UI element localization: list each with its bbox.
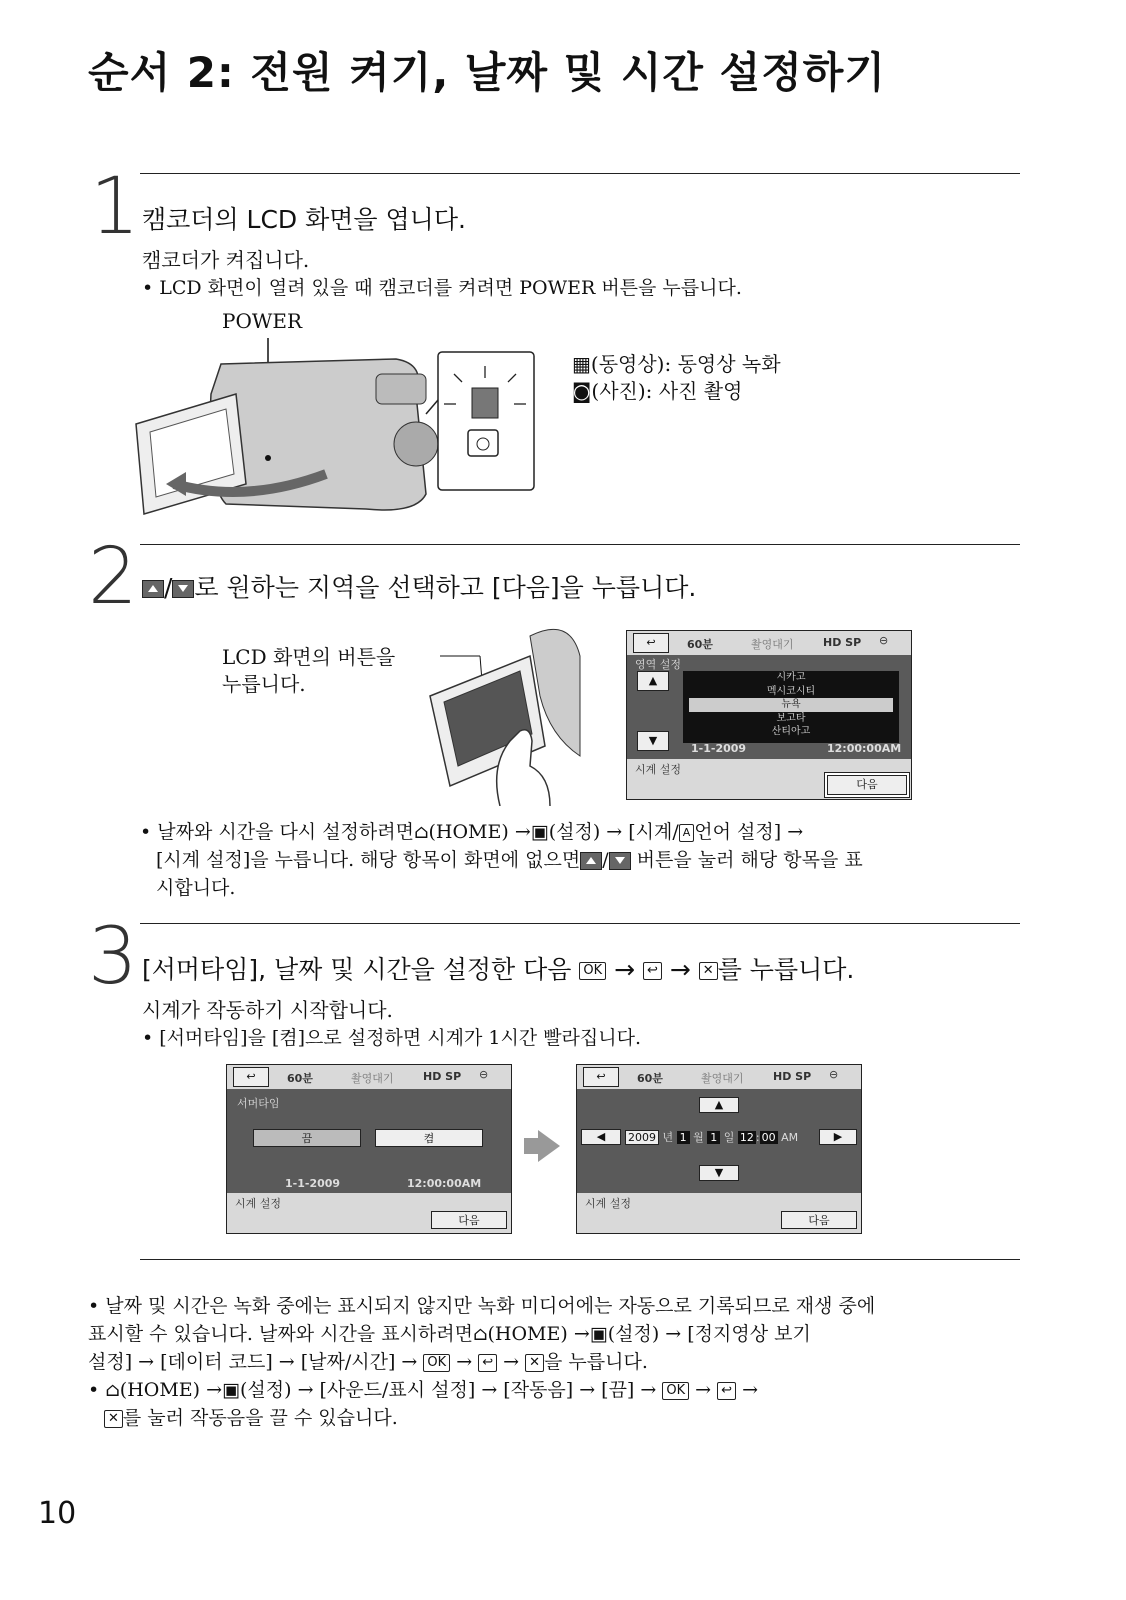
page-title: 순서 2: 전원 켜기, 날짜 및 시간 설정하기 (88, 48, 886, 97)
month-field[interactable]: 1 (677, 1131, 690, 1144)
down-button-icon (172, 580, 194, 598)
ok-icon: OK (662, 1382, 689, 1400)
step2-callout-2: 누릅니다. (222, 672, 306, 696)
camera-icon: ◙ (572, 379, 592, 403)
step3-number: 3 (88, 912, 138, 1002)
step2-rule (140, 544, 1020, 545)
lcd-footer (577, 1193, 861, 1233)
year-unit: 년 (662, 1131, 674, 1144)
scroll-down-button[interactable]: ▼ (637, 731, 669, 751)
lcd-date: 1-1-2009 (285, 1177, 341, 1190)
up-button-icon (142, 580, 164, 598)
lcd-date: 1-1-2009 (691, 742, 747, 755)
list-item-selected[interactable]: 뉴욕 (689, 698, 893, 712)
step2-bullet-3: 시합니다. (156, 877, 236, 899)
back-button[interactable]: ↩ (633, 633, 669, 653)
dst-label: 서머타임 (237, 1097, 280, 1110)
clock-setting-label: 시계 설정 (635, 763, 682, 776)
next-button[interactable]: 다음 (781, 1211, 857, 1229)
step1-heading: 캠코더의 LCD 화면을 엽니다. (142, 205, 466, 234)
prev-field-button[interactable]: ◀ (581, 1129, 621, 1145)
lcd-status-bar (627, 631, 911, 655)
battery-time: 60분 (687, 638, 713, 651)
down-button-icon (609, 852, 631, 870)
disc-icon: ⊖ (829, 1068, 839, 1081)
home-icon: ⌂ (472, 1323, 488, 1345)
close-icon: ✕ (699, 962, 718, 980)
mode-movie-text: ▦(동영상): 동영상 녹화 (572, 352, 781, 376)
back-button[interactable]: ↩ (233, 1067, 269, 1087)
step2-callout-1: LCD 화면의 버튼을 (222, 645, 396, 669)
toolbox-icon: ▣ (222, 1379, 240, 1401)
next-button[interactable]: 다음 (431, 1211, 507, 1229)
home-icon: ⌂ (105, 1379, 120, 1401)
step1-body: 캠코더가 켜집니다. (142, 248, 310, 272)
step2-number: 2 (88, 532, 138, 622)
dst-on-button[interactable]: 켬 (375, 1129, 483, 1147)
battery-time: 60분 (287, 1072, 313, 1085)
arrow-right-icon (538, 1130, 560, 1162)
back-button[interactable]: ↩ (583, 1067, 619, 1087)
ok-icon: OK (423, 1354, 450, 1372)
next-field-button[interactable]: ▶ (819, 1129, 857, 1145)
battery-time: 60분 (637, 1072, 663, 1085)
year-field[interactable]: 2009 (625, 1130, 659, 1145)
note2-line2: ✕ 를 눌러 작동음을 끌 수 있습니다. (104, 1404, 398, 1432)
ok-icon: OK (579, 962, 606, 980)
camcorder-illustration (126, 334, 546, 524)
list-item[interactable]: 산티아고 (771, 726, 811, 737)
minute-field[interactable]: 00 (761, 1131, 776, 1144)
toolbox-icon: ▣ (530, 821, 549, 843)
disc-icon: ⊖ (879, 634, 889, 647)
list-item[interactable]: 보고타 (776, 712, 806, 724)
day-field[interactable]: 1 (707, 1131, 720, 1144)
touch-illustration (420, 616, 590, 806)
power-label: POWER (222, 309, 303, 333)
language-icon: A (679, 824, 695, 842)
lcd-clock-screen (576, 1064, 862, 1234)
back-icon: ↩ (717, 1382, 736, 1400)
close-icon: ✕ (104, 1410, 123, 1428)
step2-bullet-1: • 날짜와 시간을 다시 설정하려면⌂(HOME) →▣(설정) → [시계/ A 언어 설정] → (140, 821, 804, 843)
clock-setting-label: 시계 설정 (585, 1197, 632, 1210)
step1-number: 1 (90, 162, 140, 252)
notes-rule (140, 1259, 1020, 1260)
list-item[interactable]: 시카고 (776, 672, 806, 683)
step3-rule (140, 923, 1020, 924)
step3-bullet: • [서머타임]을 [켬]으로 설정하면 시계가 1시간 빨라집니다. (142, 1027, 642, 1049)
dst-off-button[interactable]: 끔 (253, 1129, 361, 1147)
step3-body: 시계가 작동하기 시작합니다. (142, 998, 393, 1022)
close-icon: ✕ (525, 1354, 544, 1372)
ampm-field[interactable]: AM (781, 1131, 799, 1144)
lcd-status-bar (577, 1065, 861, 1089)
page-number: 10 (38, 1496, 77, 1531)
lcd-time: 12:00:00AM (407, 1177, 482, 1190)
hour-field[interactable]: 12 (739, 1131, 754, 1144)
quality-badge: HD SP (423, 1070, 462, 1083)
value-down-button[interactable]: ▼ (699, 1165, 739, 1181)
note2-line1: • ⌂(HOME) →▣(설정) → [사운드/표시 설정] → [작동음] → [끔] → OK → ↩ → (88, 1379, 759, 1401)
quality-badge: HD SP (823, 636, 862, 649)
toolbox-icon: ▣ (589, 1323, 608, 1345)
next-button[interactable]: 다음 (827, 775, 907, 795)
home-icon: ⌂ (413, 821, 429, 843)
note1-line2: 표시할 수 있습니다. 날짜와 시간을 표시하려면⌂(HOME) →▣(설정) → [정지영상 보기 (88, 1323, 811, 1345)
quality-badge: HD SP (773, 1070, 812, 1083)
standby-status: 촬영대기 (751, 638, 794, 651)
clock-fields: 2009 년 1 월 1 일 12 : 00 AM (625, 1129, 798, 1145)
region-section-label: 영역 설정 (635, 658, 682, 671)
lcd-region-screen (626, 630, 912, 800)
month-unit: 월 (693, 1131, 704, 1144)
scroll-up-button[interactable]: ▲ (637, 671, 669, 691)
step1-rule (140, 173, 1020, 174)
arrow-shaft (524, 1138, 540, 1154)
list-item[interactable]: 멕시코시티 (766, 685, 816, 697)
up-button-icon (580, 852, 602, 870)
film-icon: ▦ (572, 352, 591, 376)
day-unit: 일 (723, 1131, 735, 1144)
lcd-time: 12:00:00AM (827, 742, 902, 755)
city-list[interactable] (683, 671, 899, 743)
standby-status: 촬영대기 (701, 1072, 744, 1085)
step1-bullet: • LCD 화면이 열려 있을 때 캠코더를 켜려면 POWER 버튼을 누릅니다. (142, 277, 742, 299)
lcd-status-bar (227, 1065, 511, 1089)
step2-bullet-2: [시계 설정]을 누릅니다. 해당 항목이 화면에 없으면 / 버튼을 눌러 해당 항목을 표 (156, 849, 863, 871)
note1-line3: 설정] → [데이터 코드] → [날짜/시간] → OK → ↩ → ✕ 을 누릅니다. (88, 1351, 648, 1373)
note1-line1: • 날짜 및 시간은 녹화 중에는 표시되지 않지만 녹화 미디어에는 자동으로 기록되므로 재생 중에 (88, 1295, 876, 1317)
lcd-footer (227, 1193, 511, 1233)
standby-status: 촬영대기 (351, 1072, 394, 1085)
mode-photo-text: ◙(사진): 사진 촬영 (572, 379, 743, 403)
step3-heading: [서머타임], 날짜 및 시간을 설정한 다음 OK → ↩ → ✕ 를 누릅니다. (142, 955, 855, 984)
lcd-footer (627, 759, 911, 799)
clock-setting-label: 시계 설정 (235, 1197, 282, 1210)
step2-heading: / 로 원하는 지역을 선택하고 [다음]을 누릅니다. (142, 568, 696, 604)
disc-icon: ⊖ (479, 1068, 489, 1081)
value-up-button[interactable]: ▲ (699, 1097, 739, 1113)
lcd-dst-screen (226, 1064, 512, 1234)
back-icon: ↩ (478, 1354, 497, 1372)
back-icon: ↩ (643, 962, 662, 980)
